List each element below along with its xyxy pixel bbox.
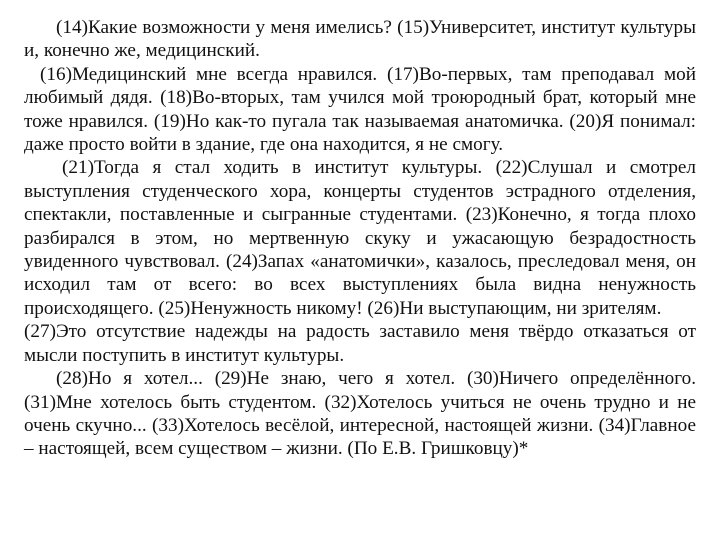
paragraph-5: (28)Но я хотел... (29)Не знаю, чего я хотел. (30)Ничего определённого. (31)Мне хотелось быть студентом. (32)Хотелось учиться не очень трудно и не очень скучно... (33)Хотелось весёлой, интересной, настоящей жизни. (34)Главное – настоящей, всем существом – жизни. (По Е.В. Гришковцу)*	[24, 368, 696, 460]
text-block	[24, 16, 696, 461]
paragraph-3: (21)Тогда я стал ходить в институт культуры. (22)Слушал и смотрел выступления студенческого хора, концерты студентов эстрадного отделения, спектакли, поставленные и сыгранные студентами. (23)Конечно, я тогда плохо разбирался в этом, но мертвенную скуку и ужасающую безрадостность увиденного чувствовал. (24)Запах «анатомички», казалось, преследовал меня, он исходил там от всего: во всех выступлениях была видна ненужность происходящего. (25)Ненужность никому! (26)Ни выступающим, ни зрителям.	[24, 157, 696, 319]
paragraph-4: (27)Это отсутствие надежды на радость заставило меня твёрдо отказаться от мысли поступить в институт культуры.	[24, 321, 696, 366]
paragraph-1: (14)Какие возможности у меня имелись? (15)Университет, институт культуры и, конечно же, медицинский.	[24, 17, 696, 62]
paragraph-2: (16)Медицинский мне всегда нравился. (17)Во-первых, там преподавал мой любимый дядя. (18)Во-вторых, там учился мой троюродный брат, который мне тоже нравился. (19)Но как-то пугала так называемая анатомичка. (20)Я понимал: даже просто войти в здание, где она находится, я не смогу.	[24, 63, 696, 156]
